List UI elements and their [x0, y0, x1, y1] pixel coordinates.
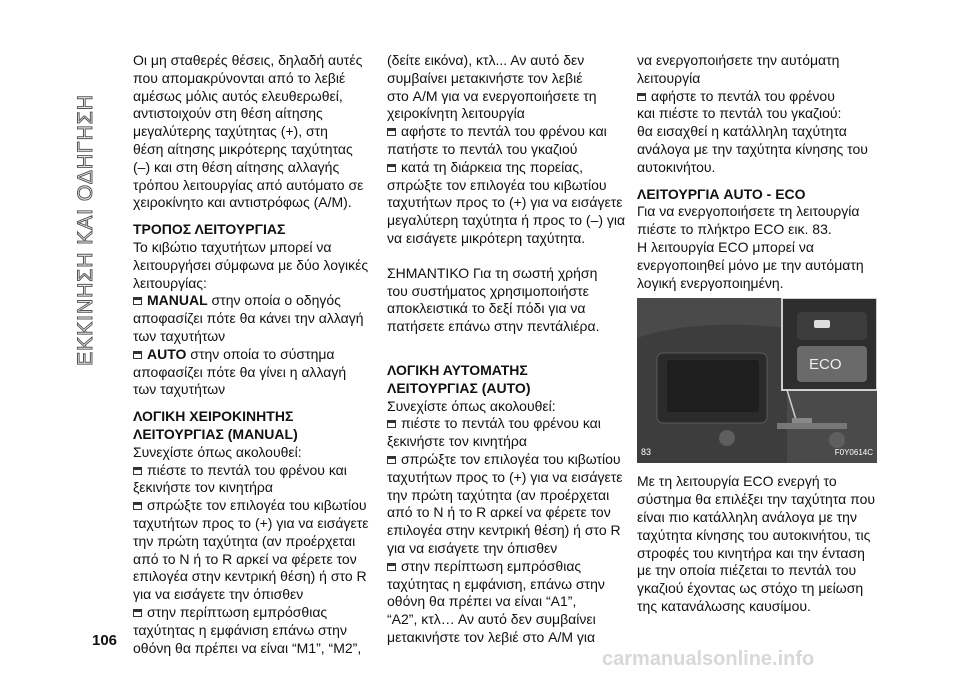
- section-heading: [387, 362, 627, 398]
- text-line: αντιστοιχούν στη θέση αίτησης: [133, 105, 323, 122]
- text-line: στροφές του κινητήρα και την ένταση: [637, 544, 865, 561]
- text-line: συμβαίνει μετακινήστε τον λεβιέ: [387, 69, 583, 86]
- text-line: να ενεργοποιήσετε την αυτόματη: [637, 52, 840, 68]
- text-line: και πιέστε το πεντάλ του γκαζιού:: [637, 105, 842, 122]
- text-line: από το N ή το R αρκεί να φέρετε τον: [387, 504, 611, 521]
- text-line: στην οποία ο οδηγός: [207, 292, 341, 309]
- section-heading: ΛΕΙΤΟΥΡΓΙΑ AUTO - ECO: [637, 185, 806, 202]
- text-line: αποφασίζει πότε θα γίνει η αλλαγή: [133, 363, 347, 380]
- figure-number: 83: [641, 446, 652, 457]
- bullet-item: [387, 123, 627, 159]
- text-line: σπρώξτε τον επιλογέα του κιβωτίου: [401, 450, 621, 467]
- text-line: σπρώξτε τον επιλογέα του κιβωτίου: [387, 176, 607, 193]
- text-line: Το κιβώτιο ταχυτήτων μπορεί να: [133, 238, 332, 255]
- text-line: από το N ή το R αρκεί να φέρετε τον: [133, 550, 357, 567]
- paragraph: [133, 239, 373, 292]
- text-line: λειτουργήσει σύμφωνα με δύο λογικές: [133, 256, 369, 273]
- page-number: 106: [92, 632, 118, 649]
- text-line: οθόνη θα πρέπει να είναι “M1”, “M2”,: [133, 639, 362, 656]
- text-line: (–) και στη θέση αίτησης αλλαγής: [133, 158, 340, 175]
- text-line: την πρώτη ταχύτητα (αν προέρχεται: [387, 486, 610, 503]
- text-line: για να εισάγετε την όπισθεν: [133, 586, 304, 603]
- bullet-item: [637, 88, 877, 177]
- text-line: θέση αίτησης μικρότερης ταχύτητας: [133, 140, 353, 157]
- bullet-icon: [637, 93, 646, 101]
- text-line: ενεργοποιηθεί μόνο με την αυτόματη: [637, 256, 864, 273]
- text-line: χειροκίνητη λειτουργία: [387, 105, 525, 122]
- text-line: τρόπου λειτουργίας από αυτόματο σε: [133, 176, 364, 193]
- bullet-item: [133, 497, 373, 604]
- bullet-icon: [387, 128, 396, 136]
- watermark-footer: carmanualsonline.info: [602, 648, 815, 670]
- bullet-icon: [133, 467, 142, 475]
- text-line: μεγαλύτερης ταχύτητας (+), στη: [133, 123, 328, 140]
- text-line: μετακινήστε τον λεβιέ στο A/M για: [387, 628, 596, 645]
- bullet-item: [133, 604, 373, 657]
- bullet-icon: [387, 456, 396, 464]
- text-line: να εισάγετε μικρότερη ταχύτητα.: [387, 229, 586, 246]
- bullet-item: [387, 415, 627, 451]
- text-line: την πρώτη ταχύτητα (αν προέρχεται: [133, 532, 356, 549]
- text-line: χειροκίνητο και αντιστρόφως (A/M).: [133, 194, 352, 211]
- text-line: ταχύτητας η εμφάνιση, επάνω στην: [387, 575, 605, 592]
- text-line: των ταχυτήτων: [133, 381, 226, 398]
- text-line: θα εισαχθεί η κατάλληλη ταχύτητα: [637, 123, 847, 140]
- column-3: [637, 52, 877, 616]
- text-line: του συστήματος χρησιμοποιήστε: [387, 282, 589, 299]
- bullet-item: [387, 451, 627, 558]
- text-line: πατήστε το πεντάλ του γκαζιού: [387, 140, 578, 157]
- bullet-icon: [133, 297, 142, 305]
- heading-line: ΛΕΙΤΟΥΡΓΙΑΣ (AUTO): [387, 379, 531, 396]
- text-line: σπρώξτε τον επιλογέα του κιβωτίου: [147, 497, 367, 514]
- text-line: στην περίπτωση εμπρόσθιας: [147, 603, 328, 620]
- heading-line: ΛΟΓΙΚΗ ΧΕΙΡΟΚΙΝΗΤΗΣ: [133, 408, 294, 425]
- text-line: ανάλογα με την ταχύτητα κίνησης του: [637, 140, 868, 157]
- section-heading: [133, 408, 373, 444]
- text-line: μεγαλύτερη ταχύτητα ή προς το (–) για: [387, 212, 626, 229]
- bullet-icon: [387, 164, 396, 172]
- text-line: γκαζιού έχοντας ως στόχο τη μείωση: [637, 580, 864, 597]
- text-line: ταχυτήτων προς το (+) για να εισάγετε: [133, 514, 369, 531]
- figure-code: F0Y0614C: [834, 447, 873, 457]
- paragraph: [637, 52, 877, 88]
- text-line: Για να ενεργοποιήσετε τη λειτουργία: [637, 203, 860, 220]
- text-line: επιλογέα στην κεντρική θέση) ή στο R: [133, 568, 367, 585]
- section-title-text: ΕΚΚΙΝΗΣΗ ΚΑΙ ΟΔΗΓΗΣΗ: [74, 94, 97, 366]
- text-line: Οι μη σταθερές θέσεις, δηλαδή αυτές: [133, 52, 363, 68]
- text-line: πιέστε το πεντάλ του φρένου και: [147, 461, 347, 478]
- eco-button-label: ECO: [809, 356, 842, 374]
- bullet-item: [387, 558, 627, 647]
- text-line: αφήστε το πεντάλ του φρένου: [651, 87, 835, 104]
- bullet-icon: [387, 420, 396, 428]
- text-line: αποκλειστικά το δεξί πόδι για να: [387, 300, 586, 317]
- text-line: ταχύτητα κίνησης του αυτοκινήτου, τις: [637, 526, 871, 543]
- text-line: λειτουργία: [637, 69, 701, 86]
- text-line: ΣΗΜΑΝΤΙΚΟ Για τη σωστή χρήση: [387, 264, 598, 281]
- column-2: [387, 52, 627, 647]
- text-line: που απομακρύνονται από το λεβιέ: [133, 69, 346, 86]
- text-line: Συνεχίστε όπως ακολουθεί:: [133, 443, 302, 460]
- text-line: Με τη λειτουργία ECO ενεργή το: [637, 473, 837, 490]
- text-line: ταχυτήτων προς το (+) για να εισάγετε: [387, 468, 623, 485]
- text-line: πιέστε το πεντάλ του φρένου και: [401, 415, 601, 432]
- keyword: AUTO: [147, 345, 187, 362]
- text-line: αμέσως μόλις αυτός ελευθερωθεί,: [133, 87, 343, 104]
- text-line: (δείτε εικόνα), κτλ... Αν αυτό δεν: [387, 52, 585, 68]
- text-line: της κατανάλωσης καυσίμου.: [637, 597, 811, 614]
- paragraph: [637, 473, 877, 615]
- heading-line: ΛΕΙΤΟΥΡΓΙΑΣ (MANUAL): [133, 425, 298, 442]
- paragraph: [387, 52, 627, 123]
- text-line: ξεκινήστε τον κινητήρα: [387, 433, 527, 450]
- text-line: στην περίπτωση εμπρόσθιας: [401, 557, 582, 574]
- text-line: με την οποία πιέζεται το πεντάλ του: [637, 562, 857, 579]
- column-1: [133, 52, 373, 657]
- bullet-item: [133, 462, 373, 498]
- text-line: για να εισάγετε την όπισθεν: [387, 539, 558, 556]
- text-line: “A2”, κτλ… Αν αυτό δεν συμβαίνει: [387, 611, 596, 628]
- text-line: των ταχυτήτων: [133, 327, 226, 344]
- paragraph: [133, 52, 373, 212]
- text-line: σύστημα θα επιλέξει την ταχύτητα που: [637, 491, 876, 508]
- bullet-item: [387, 159, 627, 248]
- figure-eco-button: [637, 298, 877, 463]
- section-heading: ΤΡΟΠΟΣ ΛΕΙΤΟΥΡΓΙΑΣ: [133, 221, 286, 238]
- bullet-icon: [387, 563, 396, 571]
- text-line: επιλογέα στην κεντρική θέση) ή στο R: [387, 522, 621, 539]
- dashboard-illustration: [637, 298, 877, 463]
- text-line: λειτουργίας:: [133, 274, 207, 291]
- text-line: Η λειτουργία ECO μπορεί να: [637, 238, 815, 255]
- text-line: στην οποία το σύστημα: [186, 345, 335, 362]
- bullet-item: [133, 346, 373, 399]
- text-line: οθόνη θα πρέπει να είναι “A1”,: [387, 593, 577, 610]
- text-line: αποφασίζει πότε θα κάνει την αλλαγή: [133, 310, 364, 327]
- text-line: πατήσετε επάνω στην πεντάλιέρα.: [387, 318, 600, 335]
- important-note: [387, 265, 627, 336]
- text-line: ξεκινήστε τον κινητήρα: [133, 479, 273, 496]
- keyword: MANUAL: [147, 292, 208, 309]
- bullet-icon: [133, 502, 142, 510]
- text-line: ταχύτητας η εμφάνιση επάνω στην: [133, 621, 347, 638]
- text-line: αυτοκινήτου.: [637, 158, 716, 175]
- heading-line: ΛΟΓΙΚΗ ΑΥΤΟΜΑΤΗΣ: [387, 361, 528, 378]
- text-line: πιέστε το πλήκτρο ECO εικ. 83.: [637, 221, 832, 238]
- text-line: λογική ενεργοποιημένη.: [637, 274, 784, 291]
- bullet-icon: [133, 609, 142, 617]
- section-side-title: [70, 40, 102, 420]
- text-line: στο A/M για να ενεργοποιήσετε τη: [387, 87, 597, 104]
- paragraph: [637, 203, 877, 292]
- text-line: αφήστε το πεντάλ του φρένου και: [401, 123, 607, 140]
- text-line: ταχυτήτων προς το (+) για να εισάγετε: [387, 194, 623, 211]
- bullet-item: [133, 292, 373, 345]
- bullet-icon: [133, 351, 142, 359]
- text-line: Συνεχίστε όπως ακολουθεί:: [387, 397, 556, 414]
- text-line: κατά τη διάρκεια της πορείας,: [401, 158, 583, 175]
- text-line: είναι πιο κατάλληλη ανάλογα με την: [637, 508, 857, 525]
